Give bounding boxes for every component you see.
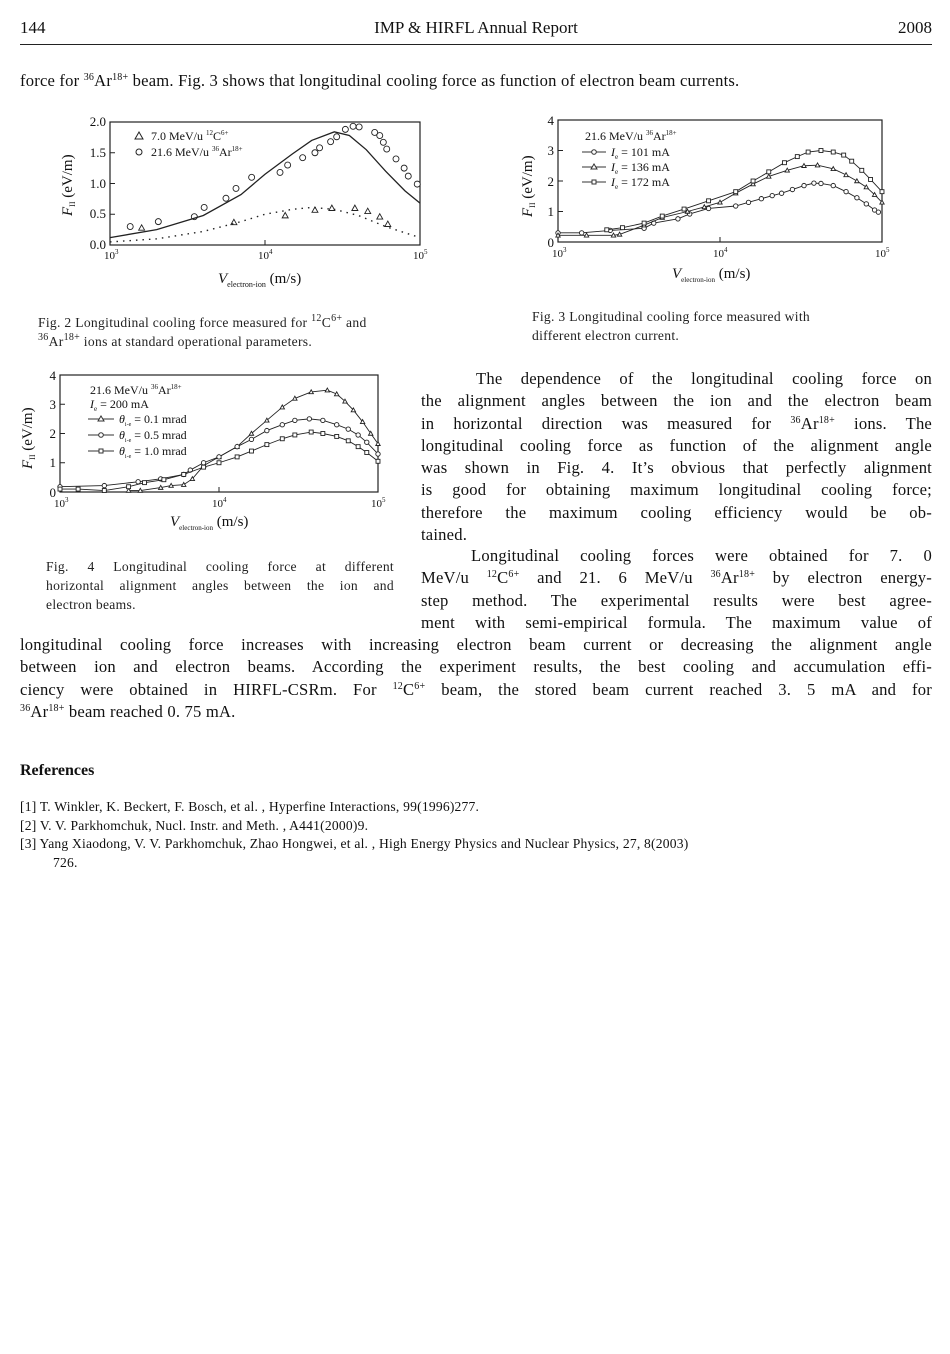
svg-text:Velectron-ion (m/s): $V_{electron-ion}$ (m/s) — [672, 266, 751, 284]
fig3-chart — [510, 108, 910, 293]
svg-text:105: $10^5$ — [413, 248, 428, 262]
text: force for — [20, 71, 84, 90]
reference-item: [2] V. V. Parkhomchuk, Nucl. Instr. and Meth. , A441(2000)9. — [20, 817, 369, 833]
svg-text:Ie = 200 mA: $I_e = 200$ mA — [90, 397, 149, 413]
reference-item: [1] T. Winkler, K. Beckert, F. Bosch, et al. , Hyperfine Interactions, 99(1996)277. — [20, 799, 480, 814]
legend — [582, 129, 677, 191]
paragraph-results-cont: longitudinal cooling force increases with increasing electron beam current or decreasing the alignment angle between ion and electron beams. According the experiment results, the best cooling and accumulation effi- ciency were obtained in HIRFL-CSRm. For $^{12}C^{6+}$ beam, the stored beam current reached 3. 5 mA and for $^{36}Ar^{18+}$ beam reached 0. 75 mA. — [20, 635, 932, 721]
svg-text:2: 2 — [49, 426, 56, 441]
element: Ar — [94, 71, 113, 90]
legend — [88, 383, 187, 460]
x-tick-labels — [104, 248, 428, 262]
svg-text:4: 4 — [547, 113, 554, 128]
svg-text:21.6 MeV/u 36Ar18+: 21.6 MeV/u $^{36}Ar^{18+}$ — [585, 129, 677, 143]
svg-text:0: 0 — [49, 485, 56, 500]
x-tick-labels — [552, 246, 890, 260]
plot-area — [556, 149, 884, 238]
svg-text:105: $10^5$ — [371, 496, 386, 510]
svg-text:104: $10^4$ — [713, 246, 728, 260]
intro-line — [20, 70, 935, 92]
charge-state: 18+ — [112, 72, 129, 83]
reference-item: [3] Yang Xiaodong, V. V. Parkhomchuk, Zhao Hongwei, et al. , High Energy Physics and Nuclear Physics, 27, 8(2003) — [20, 836, 689, 851]
reference-list — [20, 798, 935, 872]
paragraph-results: Longitudinal cooling forces were obtained for 7. 0 MeV/u $^{12}C^{6+}$ and 21. 6 MeV/u $^{36}Ar^{18+}$ by electron energy- step method. The experimental results were best agree- ment with semi-empirical formula. The maximum value of — [421, 546, 932, 632]
svg-text:2: 2 — [547, 174, 554, 189]
series-square — [58, 430, 380, 492]
text: beam. Fig. 3 shows that longitudinal cooling force as function of electron beam currents. — [128, 71, 740, 90]
y-tick-labels — [90, 114, 106, 252]
y-tick-labels — [548, 113, 555, 250]
svg-text:θi-e = 0.5 mrad: $\theta_{i-e} = 0.5$ mrad — [119, 428, 187, 444]
svg-text:21.6 MeV/u 36Ar18+: 21.6 MeV/u $^{36}Ar^{18+}$ — [151, 145, 243, 159]
svg-text:0.5: 0.5 — [89, 206, 106, 221]
svg-text:3: 3 — [547, 143, 554, 158]
svg-text:103: $10^3$ — [552, 246, 567, 260]
series-triangle — [556, 163, 884, 237]
svg-text:Velectron-ion (m/s): $V_{electron-ion}$ (m/s) — [170, 514, 249, 532]
svg-text:103: $10^3$ — [104, 248, 119, 262]
y-tick-labels — [50, 368, 57, 500]
fig2-chart — [20, 108, 440, 298]
svg-text:Ie = 172 mA: $I_e = 172$ mA — [611, 175, 670, 191]
series-triangle — [139, 205, 391, 230]
svg-text:FII (eV/m): $F_{II}$ (eV/m) — [20, 407, 37, 469]
svg-text:4: 4 — [49, 368, 56, 383]
isotope-mass: 36 — [83, 72, 95, 83]
svg-text:Ie = 136 mA: $I_e = 136$ mA — [611, 160, 670, 176]
svg-text:0.0: 0.0 — [89, 237, 106, 252]
references-heading: References — [20, 762, 95, 779]
svg-text:103: $10^3$ — [54, 496, 69, 510]
x-axis-label — [170, 514, 248, 532]
x-axis-label — [218, 271, 301, 289]
svg-text:3: 3 — [49, 397, 56, 412]
svg-text:FII (eV/m): $F_{II}$ (eV/m) — [60, 154, 77, 216]
svg-text:1: 1 — [547, 204, 554, 219]
svg-text:104: $10^4$ — [212, 496, 227, 510]
fig4-chart — [20, 363, 415, 543]
svg-text:2.0: 2.0 — [89, 114, 106, 129]
svg-text:θi-e = 0.1 mrad: $\theta_{i-e} = 0.1$ mrad — [119, 412, 187, 428]
svg-text:105: $10^5$ — [875, 246, 890, 260]
x-tick-labels — [54, 496, 386, 510]
page-number: 144 — [20, 18, 46, 37]
fig3-caption: Fig. 3 Longitudinal cooling force measured with different electron current. — [532, 309, 810, 343]
y-axis-label — [60, 154, 77, 217]
series-circle — [556, 181, 881, 235]
series-line-dotted — [110, 207, 420, 241]
journal-title: IMP & HIRFL Annual Report — [374, 18, 578, 37]
svg-text:Ie = 101 mA: $I_e = 101$ mA — [611, 145, 670, 161]
svg-text:7.0 MeV/u 12C6+: 7.0 MeV/u $^{12}C^{6+}$ — [151, 129, 229, 143]
running-header — [20, 14, 932, 45]
legend — [135, 129, 243, 159]
series-circle — [58, 417, 380, 489]
svg-text:104: $10^4$ — [258, 248, 273, 262]
y-axis-label — [20, 407, 37, 470]
svg-text:θi-e = 1.0 mrad: $\theta_{i-e} = 1.0$ mrad — [119, 444, 187, 460]
svg-text:1: 1 — [49, 455, 56, 470]
fig2-caption: Fig. 2 Longitudinal cooling force measured for $^{12}C^{6+}$ and $^{36}Ar^{18+}$ ions at standard operational parameters. — [38, 313, 367, 349]
fig4-caption: Fig. 4 Longitudinal cooling force at different horizontal alignment angles between the ion and electron beams. — [46, 559, 394, 612]
svg-text:1.0: 1.0 — [89, 176, 106, 191]
svg-text:21.6 MeV/u 36Ar18+: 21.6 MeV/u $^{36}Ar^{18+}$ — [90, 383, 182, 397]
svg-text:0: 0 — [547, 235, 554, 250]
reference-item-cont: 726. — [53, 854, 78, 870]
paragraph-alignment: The dependence of the longitudinal cooling force on the alignment angles between the ion and the electron beam in horizontal direction was measured for $^{36}Ar^{18+}$ ions. The longitudinal cooling force as function of the alignment angle was shown in Fig. 4. It’s obvious that perfectly alignment is good for obtaining maximum longitudinal cooling force; therefore the maximum cooling efficiency would be ob- tained. — [421, 369, 932, 545]
svg-text:FII (eV/m): $F_{II}$ (eV/m) — [520, 155, 537, 217]
year: 2008 — [898, 18, 932, 37]
svg-text:1.5: 1.5 — [89, 145, 106, 160]
y-axis-label — [520, 155, 537, 218]
x-axis-label — [672, 266, 750, 284]
svg-text:Velectron-ion (m/s): $V_{electron-ion}$ (m/s) — [218, 271, 302, 289]
